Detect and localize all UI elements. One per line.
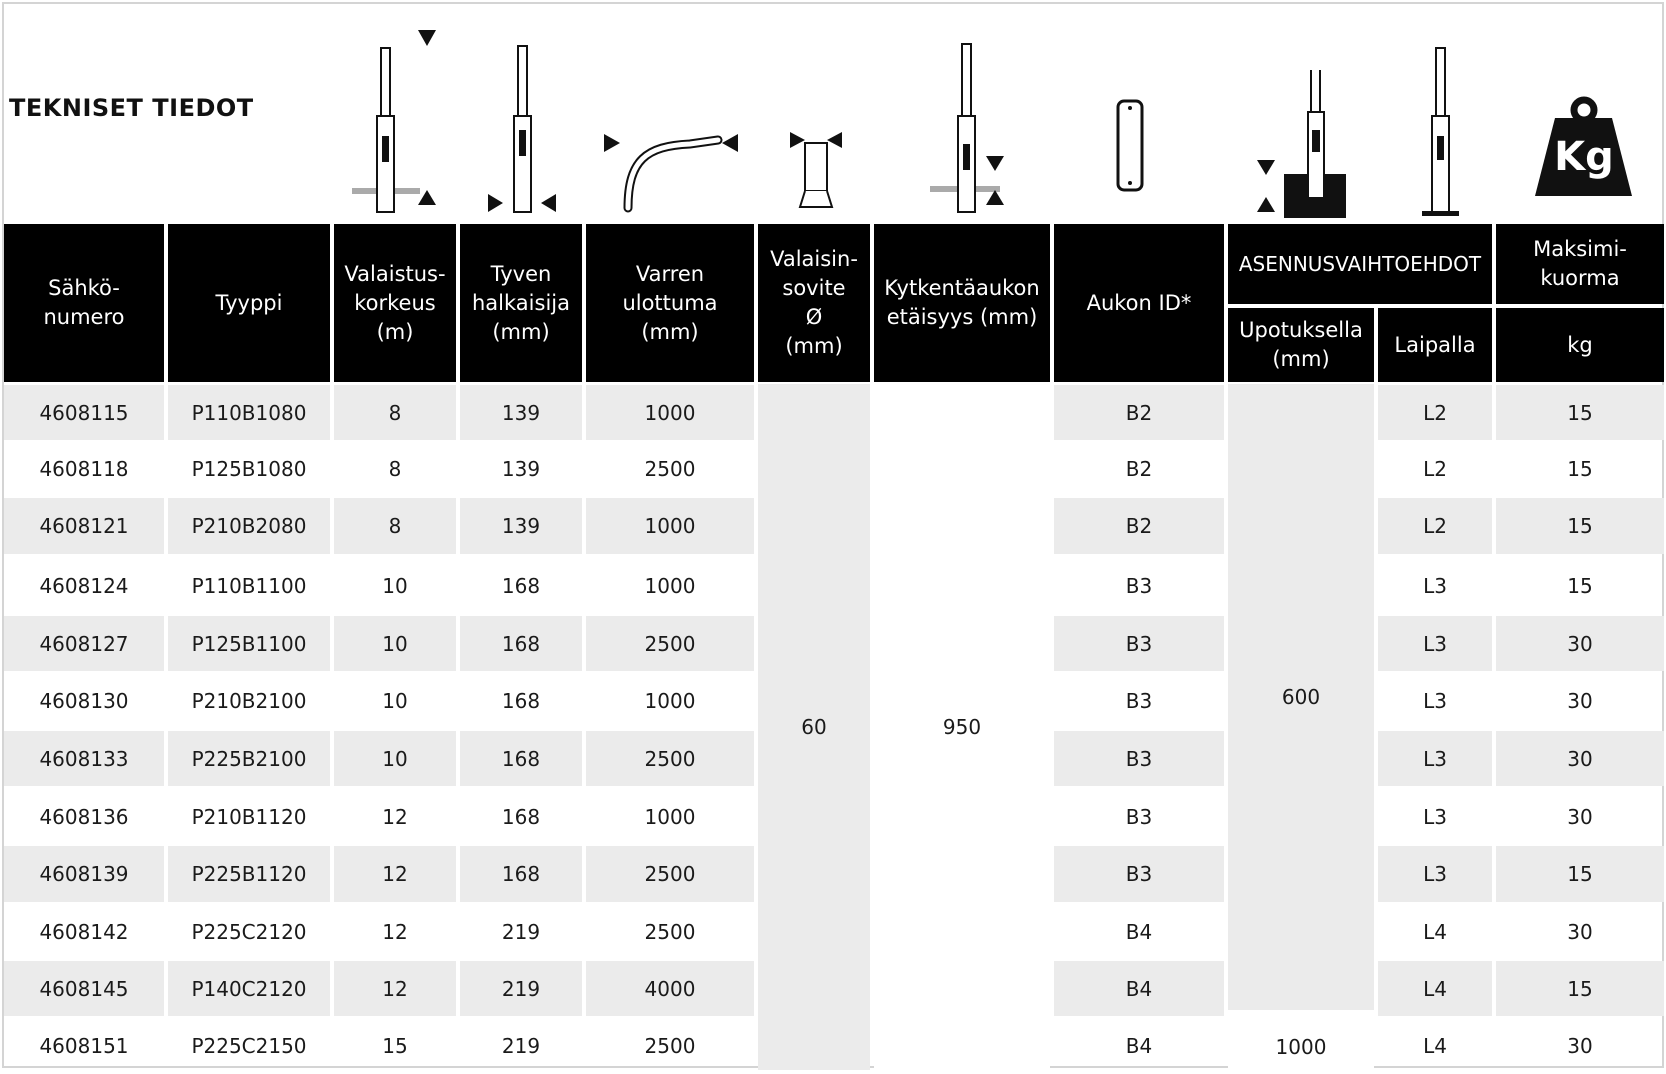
cell-tyyppi: P125B1080	[191, 456, 307, 481]
cell-laipalla: L3	[1423, 573, 1447, 598]
cell-aukon-id: B4	[1054, 961, 1224, 1016]
cell-tyven-halkaisija: 168	[501, 573, 541, 598]
cell-aukon-id: B3	[1125, 804, 1153, 829]
cell-laipalla: L2	[1423, 456, 1447, 481]
header-kytkentaaukon-etaisyys: Kytkentäaukon etäisyys (mm)	[874, 224, 1050, 382]
cell-tyven-halkaisija: 139	[460, 498, 582, 554]
hatch-id-icon	[1118, 101, 1142, 190]
cell-maksimikuorma: 15	[1496, 961, 1664, 1016]
cell-laipalla: L3	[1378, 846, 1492, 902]
cell-tyyppi: P225B2100	[168, 731, 330, 786]
weight-kg-label: Kg	[1554, 134, 1614, 180]
cell-laipalla: L2	[1378, 385, 1492, 440]
cell-tyyppi: P210B2080	[168, 498, 330, 554]
cell-tyyppi: P210B2100	[191, 689, 307, 713]
cell-aukon-id: B3	[1054, 616, 1224, 671]
connection-hatch-distance-icon	[930, 44, 1004, 212]
cell-valaistuskorkeus: 10	[382, 689, 408, 713]
cell-valaistuskorkeus: 12	[334, 961, 456, 1016]
cell-valaisinsovite-merged: 60	[758, 384, 870, 1070]
cell-aukon-id: B2	[1125, 456, 1153, 481]
cell-valaistuskorkeus: 8	[334, 498, 456, 554]
header-laipalla: Laipalla	[1378, 308, 1492, 382]
cell-laipalla: L3	[1378, 731, 1492, 786]
cell-laipalla: L3	[1423, 689, 1447, 713]
cell-tyyppi: P125B1100	[168, 616, 330, 671]
cell-aukon-id: B2	[1054, 498, 1224, 554]
cell-sahkonumero: 4608124	[39, 573, 129, 598]
cell-varren-ulottuma: 2500	[586, 616, 754, 671]
cell-tyven-halkaisija: 139	[501, 456, 541, 481]
cell-valaistuskorkeus: 8	[334, 385, 456, 440]
cell-laipalla: L4	[1378, 961, 1492, 1016]
cell-aukon-id: B3	[1125, 573, 1153, 598]
cell-tyven-halkaisija: 168	[460, 731, 582, 786]
header-valaisinsovite: Valaisin- sovite Ø (mm)	[758, 224, 870, 382]
icon-row	[0, 0, 1666, 224]
cell-tyyppi: P225B1120	[168, 846, 330, 902]
cell-varren-ulottuma: 2500	[644, 919, 696, 944]
cell-tyven-halkaisija: 139	[460, 385, 582, 440]
cell-aukon-id: B3	[1054, 731, 1224, 786]
cell-sahkonumero: 4608115	[4, 385, 164, 440]
cell-sahkonumero: 4608127	[4, 616, 164, 671]
cell-varren-ulottuma: 1000	[644, 573, 696, 598]
cell-tyven-halkaisija: 219	[501, 1033, 541, 1058]
flange-install-icon	[1422, 48, 1459, 216]
cell-kytkentaaukon-merged: 950	[874, 384, 1050, 1070]
cell-maksimikuorma: 15	[1496, 846, 1664, 902]
cell-maksimikuorma: 15	[1496, 498, 1664, 554]
cell-laipalla: L4	[1423, 919, 1447, 944]
cell-varren-ulottuma: 1000	[644, 804, 696, 829]
page-title: TEKNISET TIEDOT	[9, 94, 254, 122]
arm-reach-icon	[604, 134, 738, 208]
luminaire-fit-icon	[790, 132, 842, 207]
cell-tyven-halkaisija: 219	[460, 961, 582, 1016]
cell-varren-ulottuma: 2500	[586, 846, 754, 902]
cell-maksimikuorma: 30	[1567, 689, 1593, 713]
cell-valaistuskorkeus: 10	[382, 573, 408, 598]
cell-valaistuskorkeus: 10	[334, 731, 456, 786]
cell-valaistuskorkeus: 10	[334, 616, 456, 671]
cell-tyyppi: P140C2120	[168, 961, 330, 1016]
cell-maksimikuorma: 15	[1496, 385, 1664, 440]
cell-maksimikuorma: 30	[1496, 616, 1664, 671]
cell-tyyppi: P110B1100	[191, 573, 307, 598]
cell-laipalla: L2	[1378, 498, 1492, 554]
cell-sahkonumero: 4608139	[4, 846, 164, 902]
cell-valaistuskorkeus: 12	[382, 804, 408, 829]
cell-maksimikuorma: 30	[1567, 919, 1593, 944]
cell-tyyppi: P210B1120	[191, 804, 307, 829]
cell-maksimikuorma: 30	[1496, 731, 1664, 786]
cell-aukon-id: B4	[1125, 1033, 1153, 1058]
cell-maksimikuorma: 15	[1567, 573, 1593, 598]
cell-sahkonumero: 4608151	[39, 1033, 129, 1058]
cell-upotuksella-merged: 600	[1228, 384, 1374, 1010]
cell-varren-ulottuma: 1000	[586, 385, 754, 440]
header-asennusvaihtoehdot: ASENNUSVAIHTOEHDOT	[1228, 224, 1492, 304]
cell-laipalla: L3	[1378, 616, 1492, 671]
cell-laipalla: L4	[1423, 1033, 1447, 1058]
cell-sahkonumero: 4608121	[4, 498, 164, 554]
cell-varren-ulottuma: 2500	[644, 456, 696, 481]
cell-upotuksella-last: 1000	[1228, 1019, 1374, 1074]
header-upotuksella: Upotuksella (mm)	[1228, 308, 1374, 382]
cell-tyven-halkaisija: 168	[501, 689, 541, 713]
cell-maksimikuorma: 30	[1567, 804, 1593, 829]
cell-aukon-id: B2	[1054, 385, 1224, 440]
cell-varren-ulottuma: 4000	[586, 961, 754, 1016]
cell-sahkonumero: 4608130	[39, 689, 129, 713]
embedded-install-icon	[1257, 70, 1346, 218]
cell-varren-ulottuma: 2500	[644, 1033, 696, 1058]
cell-varren-ulottuma: 1000	[644, 689, 696, 713]
cell-maksimikuorma: 30	[1567, 1033, 1593, 1058]
cell-sahkonumero: 4608142	[39, 919, 129, 944]
cell-tyyppi: P225C2150	[191, 1033, 307, 1058]
cell-varren-ulottuma: 2500	[586, 731, 754, 786]
cell-aukon-id: B3	[1054, 846, 1224, 902]
header-aukon-id: Aukon ID*	[1054, 224, 1224, 382]
cell-valaistuskorkeus: 12	[334, 846, 456, 902]
header-kg: kg	[1496, 308, 1664, 382]
cell-sahkonumero: 4608136	[39, 804, 129, 829]
cell-tyven-halkaisija: 219	[501, 919, 541, 944]
cell-sahkonumero: 4608133	[4, 731, 164, 786]
header-varren-ulottuma: Varren ulottuma (mm)	[586, 224, 754, 382]
header-valaistuskorkeus: Valaistus- korkeus (m)	[334, 224, 456, 382]
base-diameter-icon	[488, 46, 556, 212]
cell-tyven-halkaisija: 168	[501, 804, 541, 829]
cell-laipalla: L3	[1423, 804, 1447, 829]
pole-height-icon	[352, 30, 436, 212]
header-tyyppi: Tyyppi	[168, 224, 330, 382]
cell-aukon-id: B3	[1125, 689, 1153, 713]
cell-sahkonumero: 4608118	[39, 456, 129, 481]
cell-tyven-halkaisija: 168	[460, 846, 582, 902]
weight-kg-icon	[1535, 100, 1632, 196]
header-tyven-halkaisija: Tyven halkaisija (mm)	[460, 224, 582, 382]
cell-sahkonumero: 4608145	[4, 961, 164, 1016]
cell-tyven-halkaisija: 168	[460, 616, 582, 671]
header-sahkonumero: Sähkö- numero	[4, 224, 164, 382]
header-maksimikuorma: Maksimi- kuorma	[1496, 224, 1664, 304]
cell-maksimikuorma: 15	[1567, 456, 1593, 481]
cell-tyyppi: P110B1080	[168, 385, 330, 440]
cell-aukon-id: B4	[1125, 919, 1153, 944]
cell-valaistuskorkeus: 15	[382, 1033, 408, 1058]
cell-varren-ulottuma: 1000	[586, 498, 754, 554]
cell-tyyppi: P225C2120	[191, 919, 307, 944]
cell-valaistuskorkeus: 8	[388, 456, 402, 481]
cell-valaistuskorkeus: 12	[382, 919, 408, 944]
